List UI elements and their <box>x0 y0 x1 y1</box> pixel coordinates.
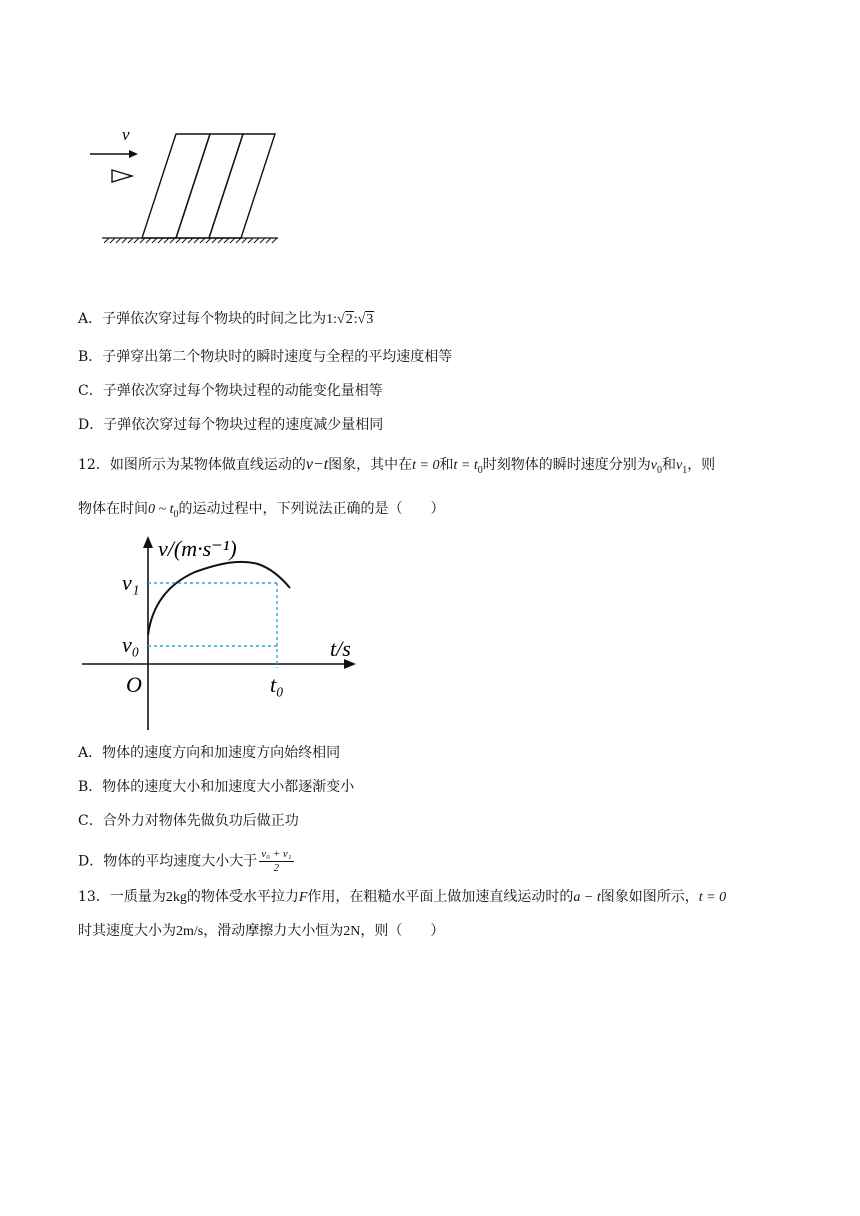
q11-option-d: D．子弹依次穿过每个物块过程的速度减少量相同 <box>78 417 384 433</box>
vt-curve <box>148 562 290 635</box>
q11-option-a: A．子弹依次穿过每个物块的时间之比为1:√2:√3 <box>78 311 374 327</box>
ground <box>102 238 278 243</box>
q12-option-c: C．合外力对物体先做负功后做正功 <box>78 813 299 829</box>
guide-lines <box>148 583 277 668</box>
bullet <box>112 170 132 182</box>
q12-stem-line1: 12．如图所示为某物体做直线运动的v−t图象，其中在t = 0和$t = t_0$时刻物体的瞬时速度分别为$v_0$和$v_1$，则 <box>78 456 716 476</box>
vt-graph <box>80 530 370 735</box>
q11-option-c: C．子弹依次穿过每个物块过程的动能变化量相等 <box>78 383 383 399</box>
velocity-arrow <box>90 150 138 158</box>
v1-label: v₁ <box>122 570 140 595</box>
x-axis-label: t/s <box>330 636 351 661</box>
origin-label: O <box>126 672 142 697</box>
q12-stem-line2: 物体在时间0 ~ $t_0$的运动过程中，下列说法正确的是（ ） <box>78 501 445 520</box>
q12-option-a: A．物体的速度方向和加速度方向始终相同 <box>78 745 341 761</box>
y-axis-arrow <box>143 536 153 548</box>
q13-stem-line2: 时其速度大小为2m/s，滑动摩擦力大小恒为2N，则（ ） <box>78 923 445 939</box>
average-speed-fraction: $\frac{\text{v₀ + v₁}}{2}$ <box>261 848 292 874</box>
velocity-label: v <box>122 125 130 144</box>
t0-label: t₀ <box>270 672 284 697</box>
q12-option-b: B．物体的速度大小和加速度大小都逐渐变小 <box>78 779 355 795</box>
y-axis-label: v/(m·s⁻¹) <box>158 536 237 561</box>
q11-option-b: B．子弹穿出第二个物块时的瞬时速度与全程的平均速度相等 <box>78 349 453 365</box>
q12-option-d: D．物体的平均速度大小大于 $\frac{\text{v₀ + v₁}}{2}$ <box>78 848 292 874</box>
bullet-blocks-figure <box>86 120 286 245</box>
blocks <box>142 134 275 238</box>
q13-stem-line1: 13．一质量为2kg的物体受水平拉力F作用，在粗糙水平面上做加速直线运动时的a − t图象如图所示，t = 0 <box>78 889 727 905</box>
v0-label: v₀ <box>122 632 140 657</box>
